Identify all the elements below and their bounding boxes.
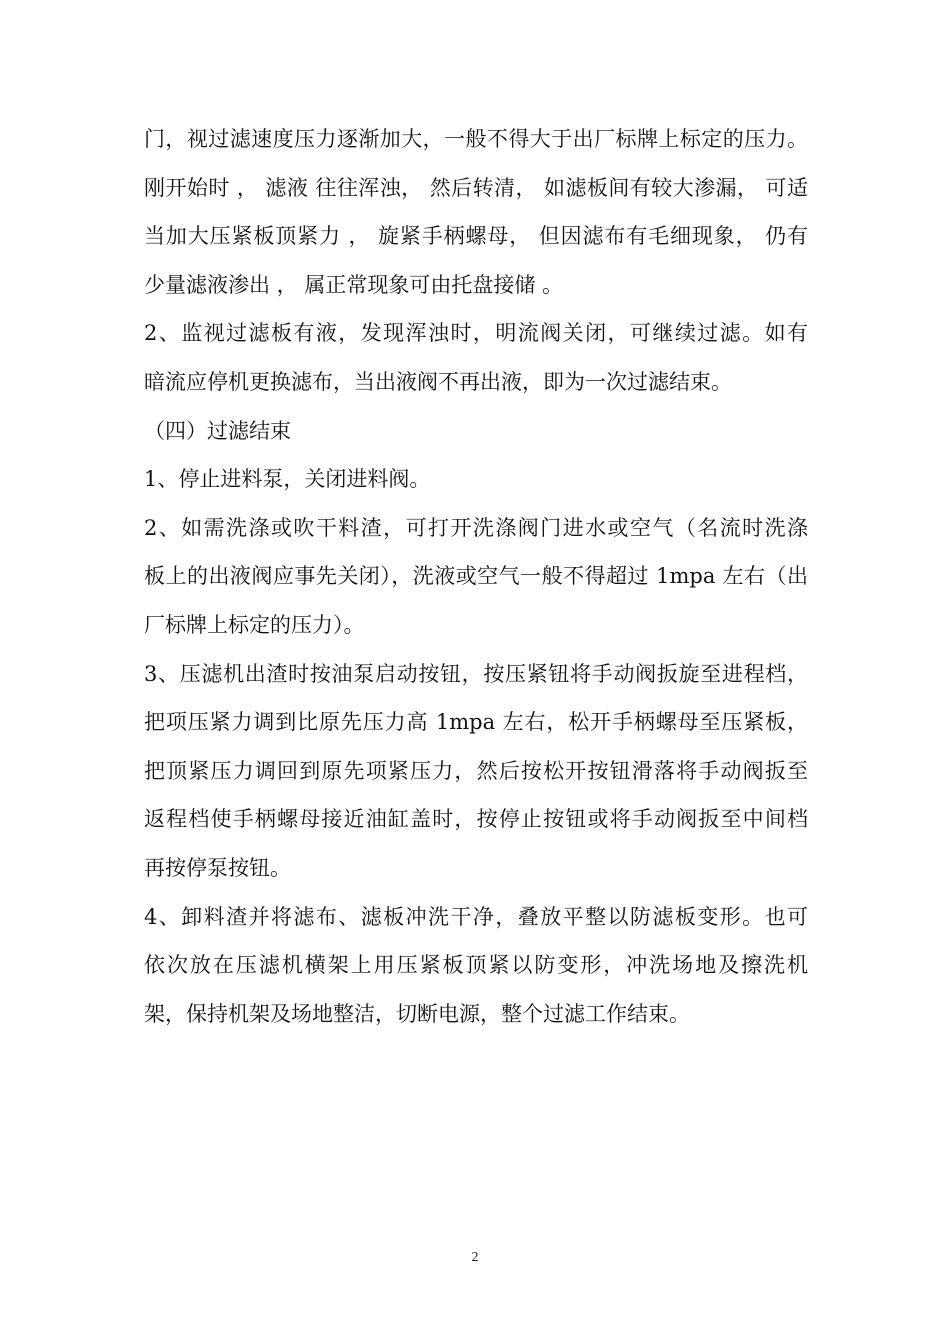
text-line: 2、如需洗涤或吹干料渣，可打开洗涤阀门进水或空气（名流时洗涤: [144, 515, 808, 540]
page-number: 2: [471, 1250, 479, 1265]
text-line: 刚开始时 ， 滤液 往往浑浊， 然后转清， 如滤板间有较大渗漏， 可适: [144, 175, 808, 200]
text-line: 再按停泵按钮。: [144, 855, 291, 880]
text-line: 当加大压紧板顶紧力 ， 旋紧手柄螺母， 但因滤布有毛细现象， 仍有: [144, 224, 808, 249]
text-line: 把顶紧压力调回到原先项紧压力，然后按松开按钮滑落将手动阀扳至: [144, 758, 808, 783]
text-line: 板上的出液阀应事先关闭），洗液或空气一般不得超过 1mpa 左右（出: [144, 564, 808, 589]
document-body: [144, 115, 808, 1038]
text-line: 厂标牌上标定的压力）。: [144, 612, 365, 637]
text-line: 少量滤液渗出 ， 属正常现象可由托盘接储 。: [144, 272, 564, 297]
text-line: 依次放在压滤机横架上用压紧板顶紧以防变形，冲洗场地及擦洗机: [144, 953, 808, 978]
section-heading: （四）过滤结束: [144, 418, 291, 443]
text-line: 4、卸料渣并将滤布、滤板冲洗干净，叠放平整以防滤板变形。也可: [144, 904, 808, 929]
text-line: 架，保持机架及场地整洁，切断电源，整个过滤工作结束。: [144, 1001, 690, 1026]
text-line: 2、监视过滤板有液，发现浑浊时，明流阀关闭，可继续过滤。如有: [144, 321, 808, 346]
text-line: 返程档使手柄螺母接近油缸盖时，按停止按钮或将手动阀扳至中间档: [144, 807, 808, 832]
text-line: 把项压紧力调到比原先压力高 1mpa 左右，松开手柄螺母至压紧板，: [144, 710, 808, 735]
text-line: 暗流应停机更换滤布，当出液阀不再出液，即为一次过滤结束。: [144, 369, 732, 394]
text-line: 3、压滤机出渣时按油泵启动按钮，按压紧钮将手动阀扳旋至进程档，: [144, 661, 808, 686]
text-line: 1、停止进料泵，关闭进料阀。: [144, 467, 431, 492]
text-line: 门，视过滤速度压力逐渐加大，一般不得大于出厂标牌上标定的压力。: [144, 127, 808, 151]
